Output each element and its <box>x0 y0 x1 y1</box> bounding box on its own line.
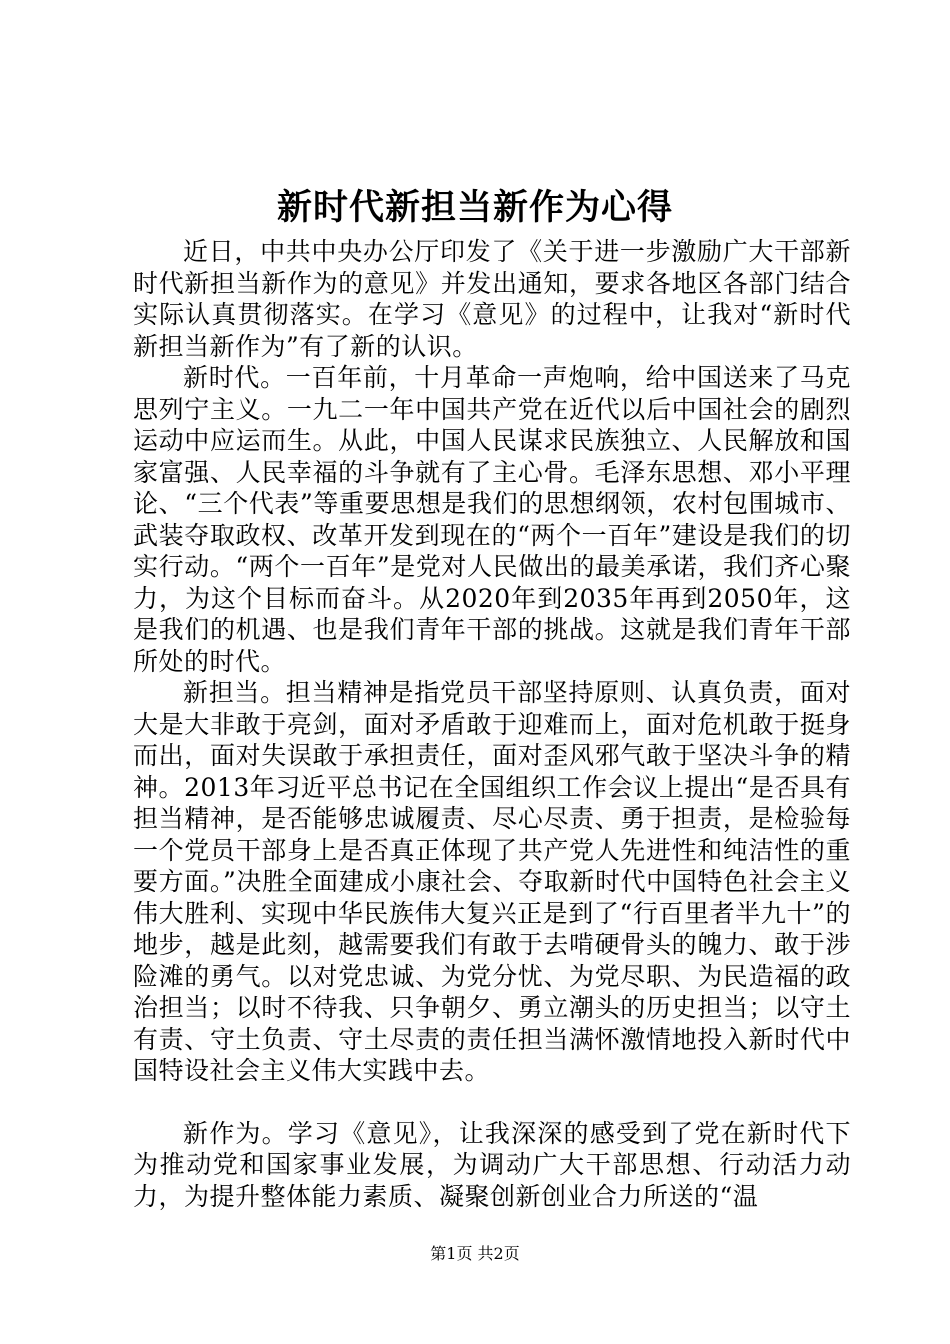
paragraph-new-responsibility: 新担当。担当精神是指党员干部坚持原则、认真负责，面对大是大非敢于亮剑，面对矛盾敢于迎难而上，面对危机敢于挺身而出，面对失误敢于承担责任，面对歪风邪气敢于坚决斗争的精神。2013年习近平总书记在全国组织工作会议上提出“是否具有担当精神，是否能够忠诚履责、尽心尽责、勇于担责，是检验每一个党员干部身上是否真正体现了共产党人先进性和纯洁性的重要方面。”决胜全面建成小康社会、夺取新时代中国特色社会主义伟大胜利、实现中华民族伟大复兴正是到了“行百里者半九十”的地步，越是此刻，越需要我们有敢于去啃硬骨头的魄力、敢于涉险滩的勇气。以对党忠诚、为党分忧、为党尽职、为民造福的政治担当；以时不待我、只争朝夕、勇立潮头的历史担当；以守土有责、守土负责、守土尽责的责任担当满怀激情地投入新时代中国特设社会主义伟大实践中去。 <box>133 678 851 1085</box>
document-title: 新时代新担当新作为心得 <box>276 187 673 228</box>
paragraph-new-era: 新时代。一百年前，十月革命一声炮响，给中国送来了马克思列宁主义。一九二一年中国共产党在近代以后中国社会的剧烈运动中应运而生。从此，中国人民谋求民族独立、人民解放和国家富强、人民幸福的斗争就有了主心骨。毛泽东思想、邓小平理论、“三个代表”等重要思想是我们的思想纲领，农村包围城市、武装夺取政权、改革开发到现在的“两个一百年”建设是我们的切实行动。“两个一百年”是党对人民做出的最美承诺，我们齐心聚力，为这个目标而奋斗。从2020年到2035年再到2050年，这是我们的机遇、也是我们青年干部的挑战。这就是我们青年干部所处的时代。 <box>133 363 851 676</box>
page-number-footer: 第1页 共2页 <box>430 1244 520 1263</box>
paragraph-intro: 近日，中共中央办公厅印发了《关于进一步激励广大干部新时代新担当新作为的意见》并发出通知，要求各地区各部门结合实际认真贯彻落实。在学习《意见》的过程中，让我对“新时代新担当新作为”有了新的认识。 <box>133 237 851 361</box>
document-body <box>133 236 851 1212</box>
paragraph-new-action: 新作为。学习《意见》，让我深深的感受到了党在新时代下为推动党和国家事业发展，为调动广大干部思想、行动活力动力，为提升整体能力素质、凝聚创新创业合力所送的“温 <box>133 1118 851 1211</box>
